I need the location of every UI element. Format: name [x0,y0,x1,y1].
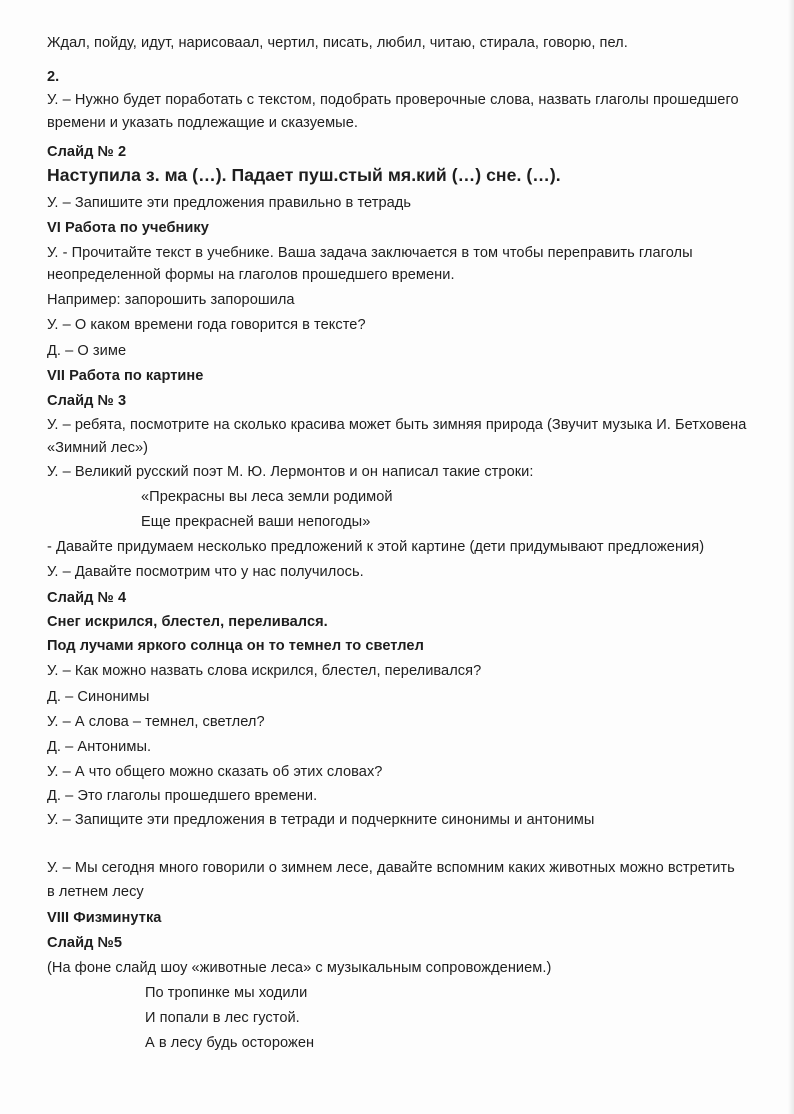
text-line: времени и указать подлежащие и сказуемые. [47,115,358,131]
text-line: У. – Как можно назвать слова искрился, блестел, переливался? [47,663,482,679]
slide-heading: Слайд №5 [47,935,123,951]
slide-heading: Слайд № 3 [47,393,127,409]
text-line: У. – Великий русский поэт М. Ю. Лермонтов и он написал такие строки: [47,464,534,480]
slide-heading: Слайд № 2 [47,144,127,160]
text-line: (На фоне слайд шоу «животные леса» с музыкальным сопровождением.) [47,960,552,976]
text-line: У. – Давайте посмотрим что у нас получилось. [47,564,364,580]
section-heading: VIII Физминутка [47,910,162,926]
text-line: Д. – Антонимы. [47,739,152,755]
text-line: У. – О каком времени года говорится в тексте? [47,317,366,333]
exercise-sentence: Наступила з. ма (…). Падает пуш.стый мя.кий (…) сне. (…). [47,165,561,185]
text-line: Например: запорошить запорошила [47,292,295,308]
text-line: Ждал, пойду, идут, нарисоваал, чертил, писать, любил, читаю, стирала, говорю, пел. [47,35,628,51]
scan-edge-shadow [788,0,794,1114]
text-line: У. – ребята, посмотрите на сколько красива может быть зимняя природа (Звучит музыка И. Бетховена [47,417,747,433]
text-line: У. – Нужно будет поработать с текстом, подобрать проверочные слова, назвать глаголы прошедшего [47,92,739,108]
poem-line: По тропинке мы ходили [145,985,308,1001]
text-line: У. – А что общего можно сказать об этих словах? [47,764,383,780]
example-sentence: Снег искрился, блестел, переливался. [47,614,328,630]
text-line: Д. – Синонимы [47,689,150,705]
poem-line: И попали в лес густой. [145,1010,300,1026]
text-line: У. – А слова – темнел, светлел? [47,714,265,730]
section-number: 2. [47,69,60,85]
text-line: У. – Запищите эти предложения в тетради и подчеркните синонимы и антонимы [47,812,595,828]
poem-line: А в лесу будь осторожен [145,1035,315,1051]
text-line: в летнем лесу [47,884,144,900]
text-line: У. – Запишите эти предложения правильно в тетрадь [47,195,412,211]
section-heading: VI Работа по учебнику [47,220,209,236]
slide-heading: Слайд № 4 [47,590,127,606]
poem-line: Еще прекрасней ваши непогоды» [141,514,371,530]
text-line: У. – Мы сегодня много говорили о зимнем лесе, давайте вспомним каких животных можно встретить [47,860,735,876]
text-line: неопределенной формы на глаголов прошедшего времени. [47,267,455,283]
example-sentence: Под лучами яркого солнца он то темнел то светлел [47,638,424,654]
text-line: Д. – О зиме [47,343,127,359]
text-line: У. - Прочитайте текст в учебнике. Ваша задача заключается в том чтобы переправить глаголы [47,245,693,261]
text-line: «Зимний лес») [47,440,149,456]
section-heading: VII Работа по картине [47,368,204,384]
text-line: - Давайте придумаем несколько предложений к этой картине (дети придумывают предложения) [47,539,705,555]
poem-line: «Прекрасны вы леса земли родимой [141,489,393,505]
text-line: Д. – Это глаголы прошедшего времени. [47,788,318,804]
